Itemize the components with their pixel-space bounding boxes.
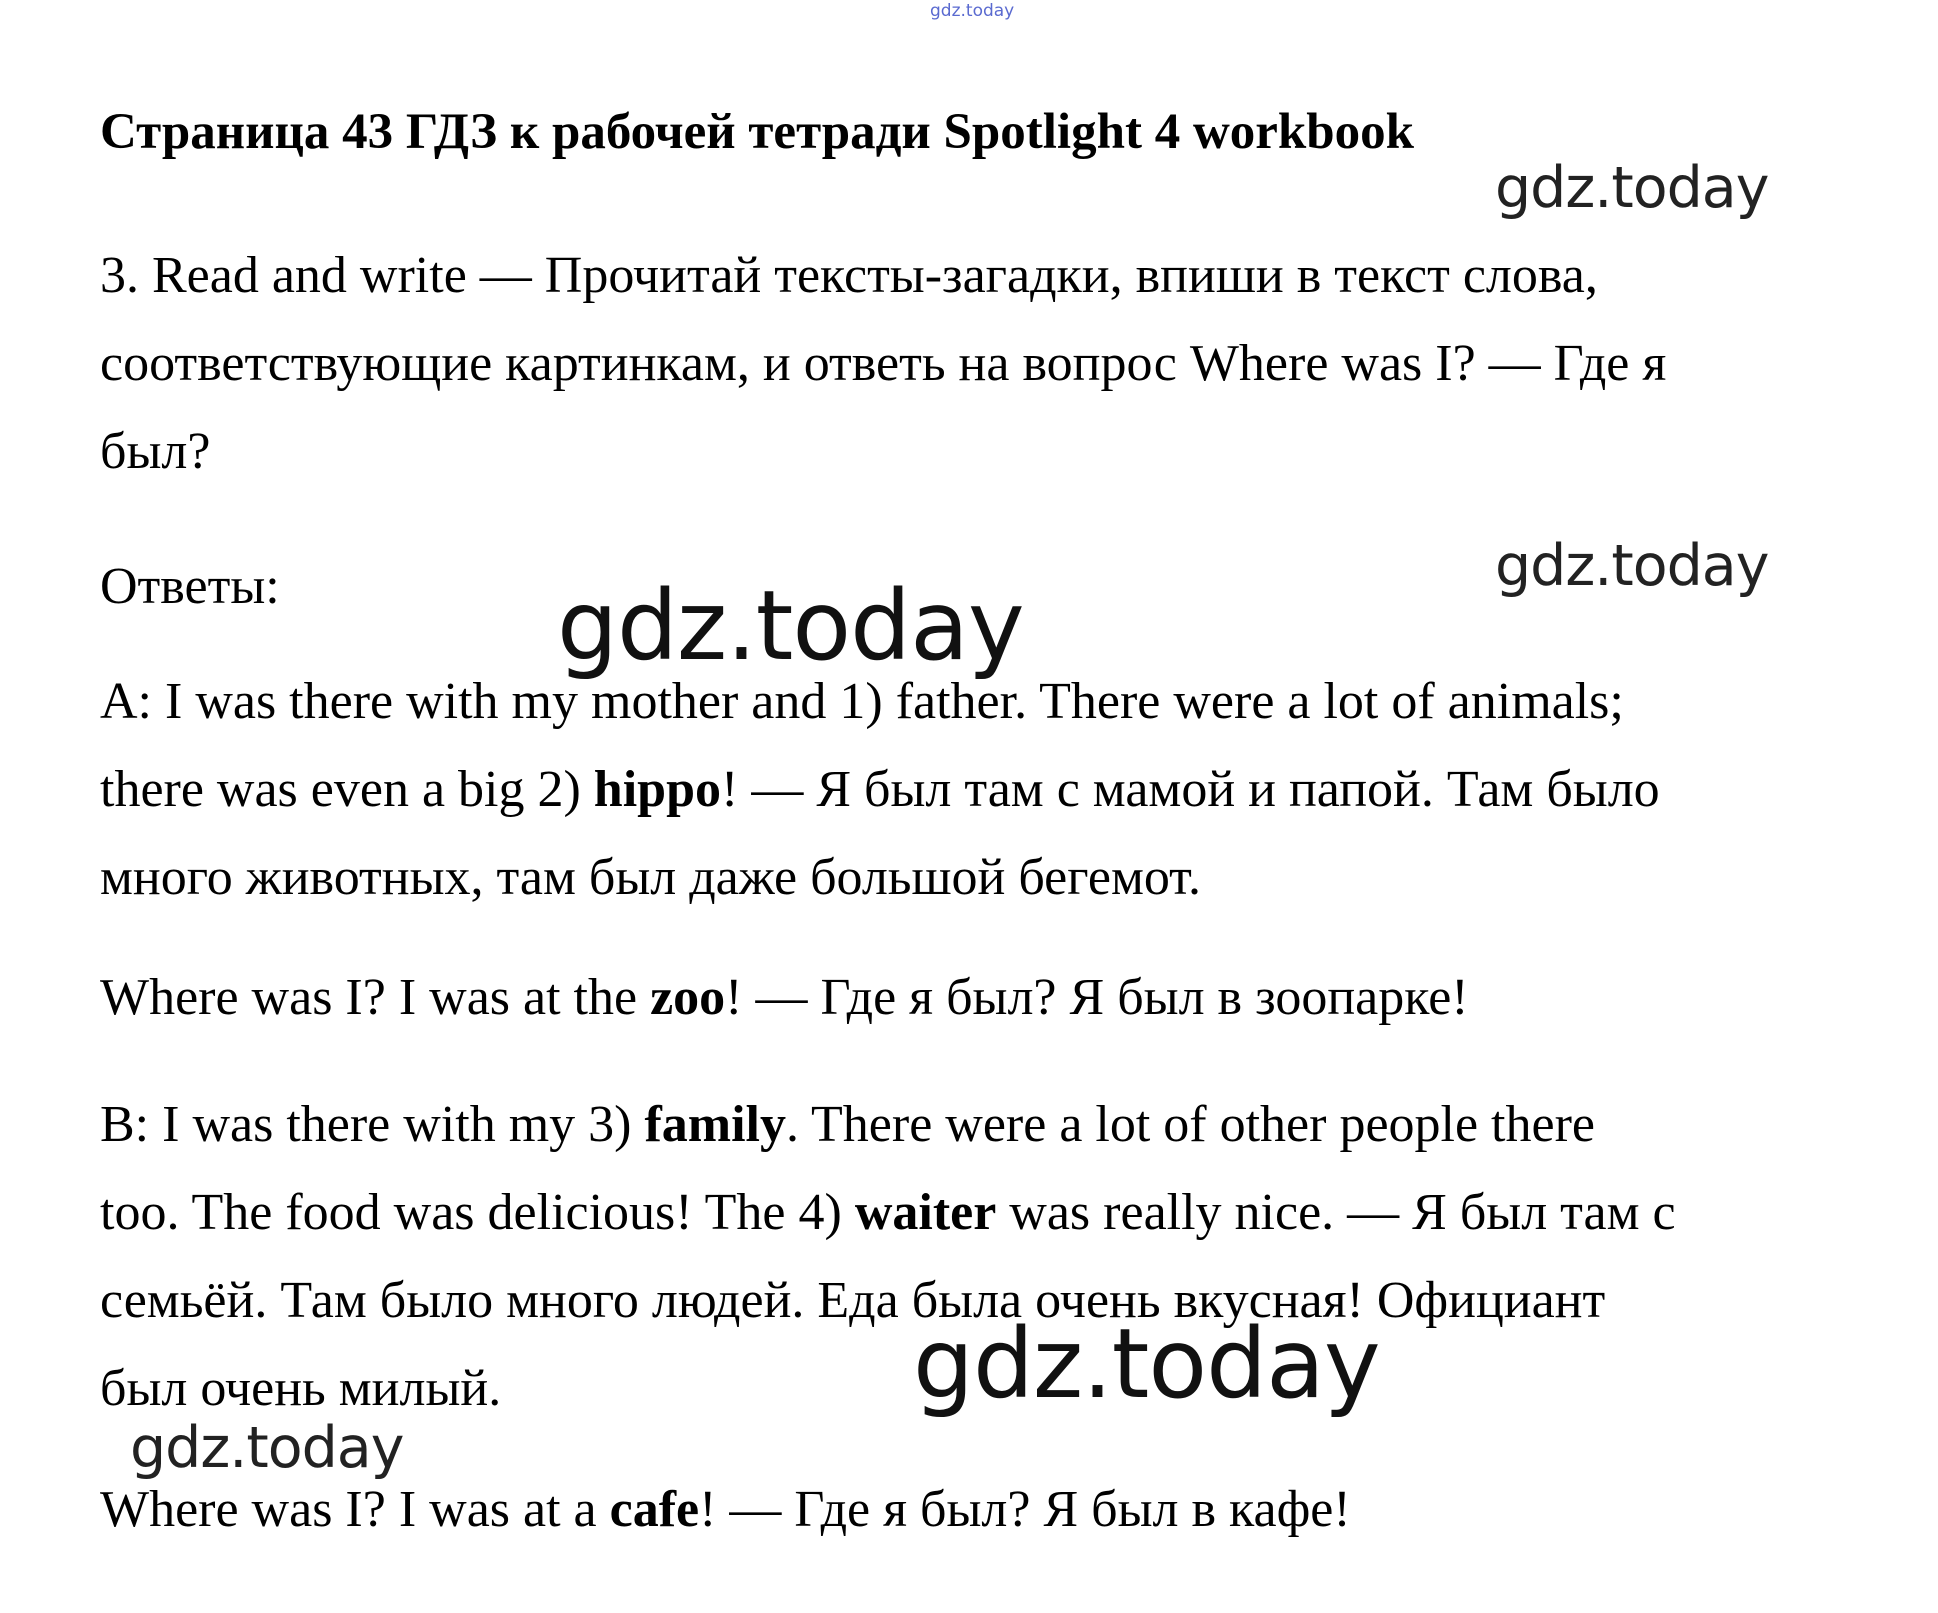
answer-text: ! — Я был там с мамой и папой. Там было bbox=[721, 761, 1660, 818]
watermark: gdz.today bbox=[913, 1308, 1380, 1420]
answer-word: zoo bbox=[650, 969, 726, 1026]
answer-text: ! — Где я был? Я был в кафе! bbox=[699, 1481, 1351, 1538]
answer-line: был очень милый. bbox=[100, 1360, 502, 1417]
answer-text: there was even a big 2) bbox=[100, 761, 594, 818]
answer-line bbox=[100, 1466, 1880, 1554]
answer-text: was really nice. — Я был там с bbox=[996, 1184, 1676, 1241]
answers-label: Ответы: bbox=[100, 558, 280, 615]
answer-word: hippo bbox=[593, 761, 722, 818]
answer-a bbox=[100, 658, 1880, 922]
answer-word: waiter bbox=[854, 1184, 997, 1241]
question-b bbox=[100, 1466, 1880, 1554]
answer-line bbox=[100, 1169, 1880, 1257]
task-line: был? bbox=[100, 423, 211, 480]
watermark: gdz.today bbox=[130, 1415, 404, 1481]
task-description bbox=[100, 232, 1880, 496]
watermark: gdz.today bbox=[1495, 155, 1769, 221]
answer-line: семьёй. Там было много людей. Еда была очень вкусная! Официант bbox=[100, 1272, 1606, 1329]
answer-line bbox=[100, 746, 1880, 834]
answer-text: too. The food was delicious! The 4) bbox=[100, 1184, 855, 1241]
question-a bbox=[100, 954, 1880, 1042]
answer-line bbox=[100, 1081, 1880, 1169]
answer-line: много животных, там был даже большой бегемот. bbox=[100, 849, 1201, 906]
watermark: gdz.today bbox=[557, 570, 1024, 682]
answer-text: Where was I? I was at the bbox=[100, 969, 651, 1026]
answer-text: B: I was there with my 3) bbox=[100, 1096, 645, 1153]
answer-word: cafe bbox=[609, 1481, 700, 1538]
watermark: gdz.today bbox=[1495, 533, 1769, 599]
answer-text: . There were a lot of other people there bbox=[785, 1096, 1595, 1153]
watermark-top: gdz.today bbox=[930, 1, 1015, 21]
page-title: Страница 43 ГДЗ к рабочей тетради Spotlight 4 workbook bbox=[100, 104, 1414, 160]
answer-text: Where was I? I was at a bbox=[100, 1481, 610, 1538]
answer-line bbox=[100, 954, 1880, 1042]
answer-text: ! — Где я был? Я был в зоопарке! bbox=[725, 969, 1469, 1026]
task-line: соответствующие картинкам, и ответь на вопрос Where was I? — Где я bbox=[100, 335, 1667, 392]
task-line: 3. Read and write — Прочитай тексты-загадки, впиши в текст слова, bbox=[100, 247, 1598, 304]
answer-line: A: I was there with my mother and 1) father. There were a lot of animals; bbox=[100, 673, 1624, 730]
answer-word: family bbox=[644, 1096, 786, 1153]
